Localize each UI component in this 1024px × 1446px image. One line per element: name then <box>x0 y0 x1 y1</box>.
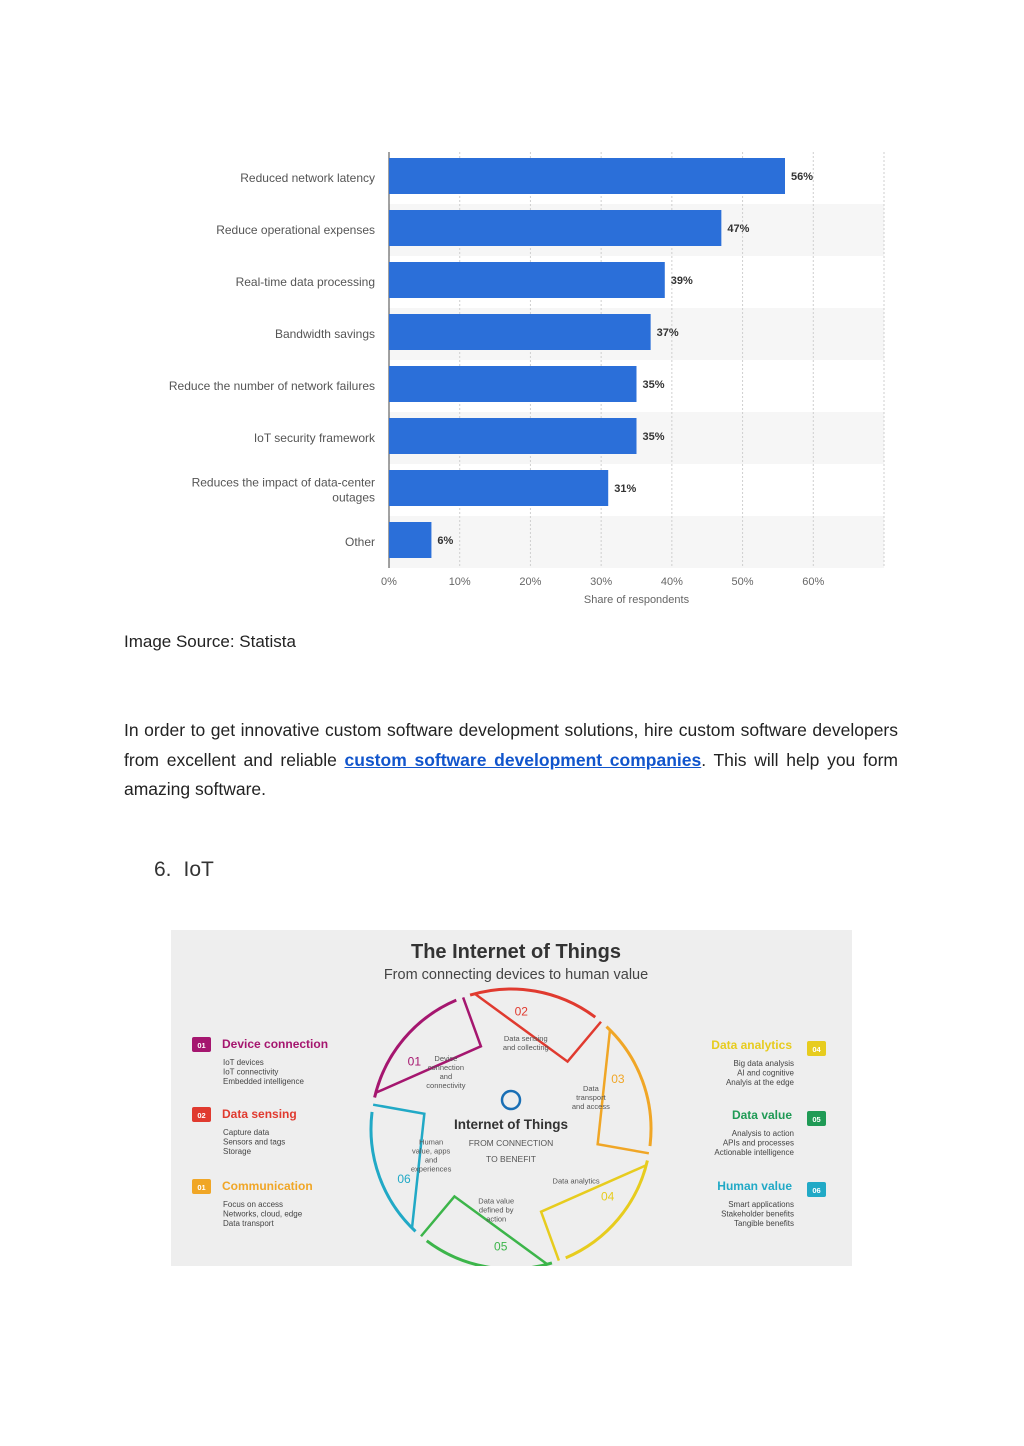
left-block-title: Data sensing <box>222 1107 297 1121</box>
left-block-item: Data transport <box>223 1219 274 1228</box>
ring-label: action <box>486 1214 507 1224</box>
right-block-title: Human value <box>717 1179 792 1193</box>
ring-number: 01 <box>407 1054 422 1069</box>
chart-canvas <box>120 140 910 620</box>
category-label: Reduced network latency <box>240 171 375 185</box>
bar-data-label: 56% <box>791 171 814 183</box>
ring-label: Human <box>419 1137 444 1147</box>
ring-number: 03 <box>611 1072 625 1087</box>
section-number: 6. <box>154 858 172 881</box>
bar <box>389 210 721 246</box>
right-block-item: Smart applications <box>728 1200 794 1209</box>
ring-label: connection <box>427 1062 465 1072</box>
bar-data-label: 35% <box>642 431 665 443</box>
left-block-item: Networks, cloud, edge <box>223 1209 303 1219</box>
right-badge-number: 05 <box>812 1115 821 1124</box>
center-subtitle: FROM CONNECTION <box>468 1138 554 1148</box>
x-axis-title: Share of respondents <box>583 594 690 606</box>
category-label: Reduce the number of network failures <box>168 379 375 393</box>
right-block-item: Stakeholder benefits <box>721 1209 794 1219</box>
left-block-item: Focus on access <box>223 1200 284 1209</box>
right-block-title: Data analytics <box>711 1038 792 1052</box>
left-block-item: Capture data <box>223 1128 270 1137</box>
ring-number: 02 <box>514 1004 528 1019</box>
category-label: Reduce operational expenses <box>216 223 375 237</box>
ring-label: Data value <box>478 1196 515 1206</box>
left-badge-number: 02 <box>197 1111 206 1120</box>
ring-number: 05 <box>494 1239 508 1254</box>
x-tick-label: 0% <box>381 576 397 588</box>
left-block-item: Sensors and tags <box>223 1137 286 1147</box>
left-block-title: Device connection <box>222 1037 329 1051</box>
category-label: outages <box>332 490 375 505</box>
bar-data-label: 39% <box>670 275 693 287</box>
right-block-title: Data value <box>731 1108 792 1122</box>
bar <box>389 366 637 402</box>
x-tick-label: 10% <box>448 576 471 588</box>
ring-label: and <box>439 1071 453 1081</box>
right-block-item: Actionable intelligence <box>714 1148 794 1157</box>
left-block-title: Communication <box>222 1179 313 1193</box>
ring-label: Data analytics <box>552 1176 600 1186</box>
category-label: Bandwidth savings <box>274 327 375 341</box>
left-block-item: Embedded intelligence <box>223 1077 304 1086</box>
left-block-item: Storage <box>223 1147 252 1156</box>
bar-data-label: 31% <box>614 483 637 495</box>
iot-infographic <box>171 930 852 1266</box>
paragraph-text-end: . This will help you form amazing software. <box>124 749 898 799</box>
iot-infographic-canvas <box>171 930 852 1266</box>
x-tick-label: 20% <box>519 576 542 588</box>
bar-data-label: 47% <box>727 223 750 235</box>
ring-label: and access <box>571 1101 610 1111</box>
bar <box>389 314 651 350</box>
bar <box>389 522 431 558</box>
category-label: Other <box>344 535 375 549</box>
category-label: Reduces the impact of data-center <box>191 475 375 490</box>
right-block-item: Analyis at the edge <box>725 1078 794 1087</box>
left-block-item: IoT connectivity <box>223 1067 279 1077</box>
bar <box>389 262 665 298</box>
left-badge-number: 01 <box>197 1041 206 1050</box>
ring-label: transport <box>576 1092 606 1102</box>
infographic-subtitle: From connecting devices to human value <box>383 967 649 983</box>
ring-label: Data sensing <box>503 1033 548 1043</box>
ring-label: connectivity <box>426 1080 466 1090</box>
ring-label: value, apps <box>411 1146 451 1156</box>
left-badge-number: 01 <box>197 1183 206 1192</box>
ring-label: Device <box>434 1053 458 1063</box>
ring-chevron <box>376 997 481 1092</box>
x-tick-label: 60% <box>802 576 825 588</box>
row-band <box>389 516 884 568</box>
right-block-item: Tangible benefits <box>733 1219 794 1228</box>
ring-label: and <box>424 1155 438 1165</box>
iot-logo-icon <box>502 1091 520 1109</box>
ring-arc <box>606 1027 651 1146</box>
infographic-title: The Internet of Things <box>411 941 621 963</box>
bar-data-label: 35% <box>642 379 665 391</box>
ring-number: 06 <box>397 1171 411 1186</box>
right-block-item: APIs and processes <box>722 1138 794 1148</box>
ring-label: and collecting <box>502 1042 549 1052</box>
paragraph-text-start: In order to get innovative custom software development solutions, hire custom software developers from excellent and reliable <box>124 720 898 770</box>
bar <box>389 158 785 194</box>
ring-chevron <box>598 1030 649 1153</box>
x-tick-label: 50% <box>731 576 754 588</box>
survey-bar-chart <box>120 140 910 620</box>
ring-label: experiences <box>410 1164 452 1174</box>
bar-data-label: 6% <box>437 535 454 547</box>
ring-arc <box>566 1160 648 1257</box>
bar-data-label: 37% <box>656 327 679 339</box>
ring-label: Data <box>582 1083 599 1093</box>
bar <box>389 418 637 454</box>
section-heading <box>154 858 214 882</box>
x-tick-label: 30% <box>590 576 613 588</box>
right-block-item: Analysis to action <box>731 1129 794 1138</box>
category-label: Real-time data processing <box>235 275 375 289</box>
category-label: IoT security framework <box>253 431 375 445</box>
right-badge-number: 04 <box>812 1045 821 1054</box>
left-block-item: IoT devices <box>223 1058 264 1067</box>
right-block-item: Big data analysis <box>733 1059 794 1068</box>
ring-label: defined by <box>478 1205 514 1215</box>
body-paragraph <box>124 716 898 805</box>
bar <box>389 470 608 506</box>
center-title: Internet of Things <box>454 1117 568 1132</box>
x-tick-label: 40% <box>660 576 683 588</box>
right-block-item: AI and cognitive <box>737 1068 794 1078</box>
image-source-caption: Image Source: Statista <box>124 632 296 651</box>
right-badge-number: 06 <box>812 1186 821 1195</box>
section-title: IoT <box>183 858 214 881</box>
ring-number: 04 <box>600 1189 615 1204</box>
center-subtitle: TO BENEFIT <box>486 1154 536 1164</box>
custom-software-companies-link[interactable]: custom software development companies <box>344 749 702 770</box>
